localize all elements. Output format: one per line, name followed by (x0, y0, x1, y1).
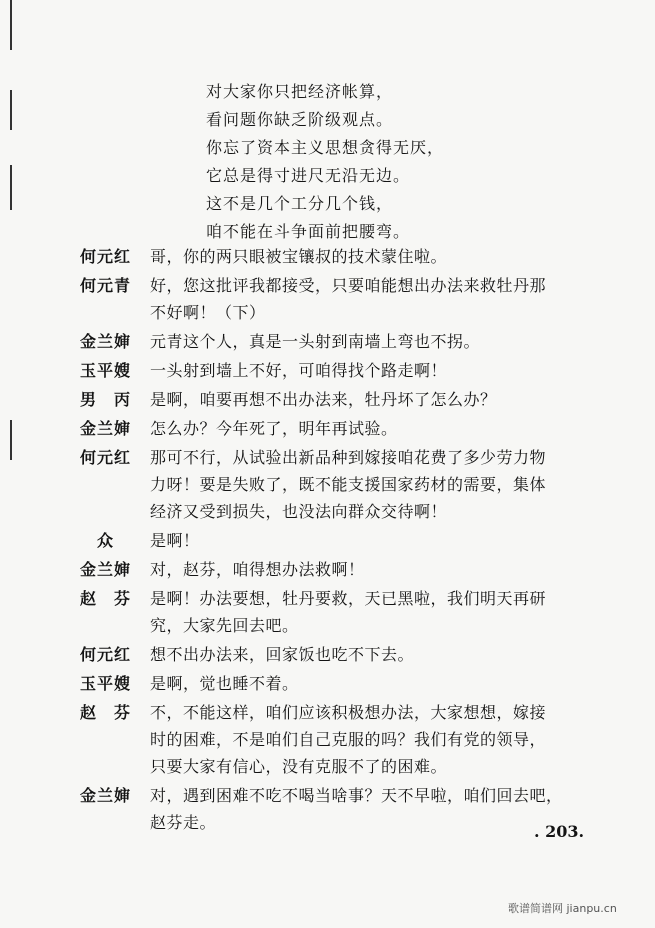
verse-line: 你忘了资本主义思想贪得无厌， (206, 138, 445, 157)
speech-text (150, 641, 600, 668)
speaker-name: 何元红 (80, 247, 132, 266)
speech-line: 经济又受到损失，也没法向群众交待啊！ (150, 502, 448, 521)
speaker-name: 何元红 (80, 645, 132, 664)
verse-line: 它总是得寸进尺无沿无边。 (206, 166, 411, 185)
dialog-row (80, 782, 600, 836)
speech-text (150, 699, 600, 780)
speaker-name: 玉平嫂 (80, 361, 132, 380)
speech-line: 元青这个人，真是一头射到南墙上弯也不拐。 (150, 332, 481, 351)
speech-line: 那可不行，从试验出新品种到嫁接咱花费了多少劳力物 (150, 448, 547, 467)
verse-line: 看问题你缺乏阶级观点。 (206, 110, 394, 129)
dialog-row (80, 556, 600, 583)
watermark: 歌谱简谱网 jianpu.cn (508, 902, 617, 915)
speech-line: 是啊，觉也睡不着。 (150, 674, 299, 693)
dialog-row (80, 444, 600, 525)
verse-line: 对大家你只把经济帐算， (206, 82, 394, 101)
speech-line: 力呀！要是失败了，既不能支援国家药材的需要，集体 (150, 475, 547, 494)
speech-text (150, 272, 600, 326)
page-number: . 203. (534, 822, 585, 841)
speech-line: 是啊！ (150, 531, 200, 550)
speech-line: 只要大家有信心，没有克服不了的困难。 (150, 757, 448, 776)
dialog-row (80, 699, 600, 780)
speech-line: 一头射到墙上不好，可咱得找个路走啊！ (150, 361, 448, 380)
dialog-row (80, 272, 600, 326)
speech-text (150, 415, 600, 442)
dialog-row (80, 670, 600, 697)
speech-text (150, 670, 600, 697)
speaker-name: 何元红 (80, 448, 132, 467)
speech-text (150, 527, 600, 554)
speech-line: 究，大家先回去吧。 (150, 616, 299, 635)
speech-text (150, 357, 600, 384)
speaker-name: 金兰婶 (80, 560, 132, 579)
speech-line: 不好啊！（下） (150, 303, 266, 322)
speaker-name: 玉平嫂 (80, 674, 132, 693)
dialog-row (80, 357, 600, 384)
speech-line: 对，遇到困难不吃不喝当啥事？天不早啦，咱们回去吧， (150, 786, 563, 805)
dialog-row (80, 328, 600, 355)
speech-line: 时的困难，不是咱们自己克服的吗？我们有党的领导， (150, 730, 547, 749)
speaker-name: 赵 芬 (80, 589, 132, 608)
speech-line: 是啊，咱要再想不出办法来，牡丹坏了怎么办？ (150, 390, 497, 409)
scan-edge-line-4 (10, 420, 12, 460)
speech-text (150, 782, 600, 836)
speech-text (150, 243, 600, 270)
speech-line: 赵芬走。 (150, 813, 217, 832)
speech-text (150, 556, 600, 583)
speaker-name: 金兰婶 (80, 332, 132, 351)
dialog-row (80, 641, 600, 668)
dialog-row (80, 585, 600, 639)
speech-line: 哥，你的两只眼被宝镶叔的技术蒙住啦。 (150, 247, 448, 266)
speaker-name: 何元青 (80, 276, 132, 295)
dialog-row (80, 386, 600, 413)
dialog-row (80, 415, 600, 442)
speech-line: 不，不能这样，咱们应该积极想办法，大家想想，嫁接 (150, 703, 547, 722)
dialog-row (80, 243, 600, 270)
speaker-name: 赵 芬 (80, 703, 132, 722)
verse-line: 这不是几个工分几个钱， (206, 194, 394, 213)
verse-block (206, 78, 444, 246)
speaker-name: 金兰婶 (80, 419, 132, 438)
speaker-name: 男 丙 (80, 390, 132, 409)
speech-line: 是啊！办法要想，牡丹要救，天已黑啦，我们明天再研 (150, 589, 547, 608)
speech-text (150, 444, 600, 525)
speech-line: 好，您这批评我都接受，只要咱能想出办法来救牡丹那 (150, 276, 547, 295)
speech-line: 想不出办法来，回家饭也吃不下去。 (150, 645, 415, 664)
speech-text (150, 328, 600, 355)
scan-edge-line-3 (10, 165, 12, 210)
speaker-name: 众 (80, 531, 115, 550)
scan-edge-line-1 (10, 0, 12, 50)
verse-line: 咱不能在斗争面前把腰弯。 (206, 222, 411, 241)
speech-text (150, 585, 600, 639)
scan-edge-line-2 (10, 90, 12, 130)
dialog-row (80, 527, 600, 554)
speech-line: 怎么办？今年死了，明年再试验。 (150, 419, 398, 438)
speaker-name: 金兰婶 (80, 786, 132, 805)
speech-line: 对，赵芬，咱得想办法救啊！ (150, 560, 365, 579)
speech-text (150, 386, 600, 413)
dialog-block (80, 243, 600, 838)
